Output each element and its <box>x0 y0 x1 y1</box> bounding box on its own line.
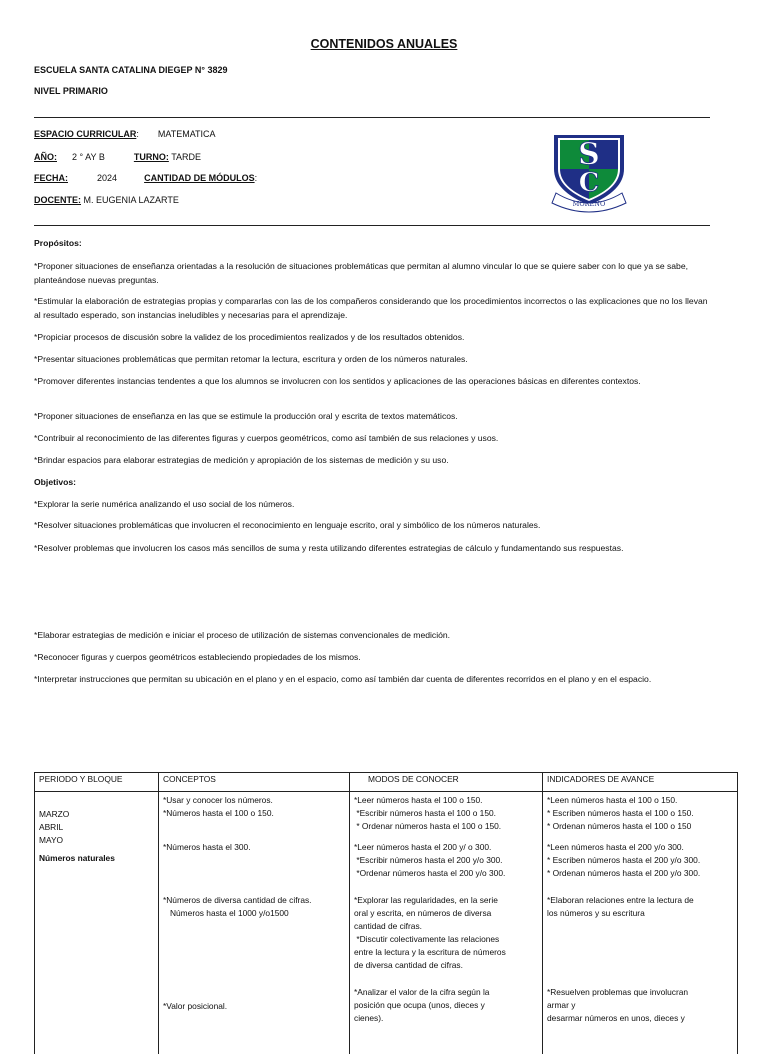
second-divider <box>34 225 710 226</box>
modo-line: posición que ocupa (unos, dieces y <box>354 999 538 1012</box>
crest-letter-c: C <box>579 168 600 198</box>
indicador-line: desarmar números en unos, dieces y <box>547 1012 733 1025</box>
proposito-item: *Brindar espacios para elaborar estrategias de medición y apropiación de los sistemas de medición y su uso. <box>34 453 714 467</box>
modo-line: *Leer números hasta el 100 o 150. <box>354 794 538 807</box>
modo-line: *Explorar las regularidades, en la serie <box>354 894 538 907</box>
fecha-label: FECHA: <box>34 173 68 183</box>
fecha-value: 2024 <box>97 173 117 183</box>
header-periodo: PERIODO Y BLOQUE <box>35 773 159 792</box>
docente-value: M. EUGENIA LAZARTE <box>84 195 179 205</box>
school-crest-logo <box>548 127 630 213</box>
modo-line: *Escribir números hasta el 100 o 150. <box>354 807 538 820</box>
docente-row <box>34 195 179 205</box>
table-header-row <box>35 773 738 792</box>
cell-periodo <box>35 792 159 1054</box>
concepto-line: *Números de diversa cantidad de cifras. <box>163 894 345 907</box>
indicador-line: * Escriben números hasta el 100 o 150. <box>547 807 733 820</box>
proposito-item: *Estimular la elaboración de estrategias propias y compararlas con las de los compañeros considerando que los procedimientos incorrectos o las explicaciones que no los llevan al resultado esperado, son instancias ineludibles y necesarias para el aprendizaje. <box>34 294 714 322</box>
level-name: NIVEL PRIMARIO <box>34 86 108 96</box>
header-modos: MODOS DE CONOCER <box>350 773 543 792</box>
cell-conceptos <box>159 792 350 1054</box>
modo-line: cienes). <box>354 1012 538 1025</box>
proposito-item: *Proponer situaciones de enseñanza orientadas a la resolución de situaciones problemáticas que permitan al alumno vincular lo que se quiere saber con lo que ya se sabe, planteándose nuevas preguntas. <box>34 259 714 287</box>
modo-line: *Ordenar números hasta el 200 y/o 300. <box>354 867 538 880</box>
anio-turno-row <box>34 152 201 162</box>
proposito-item: *Proponer situaciones de enseñanza en las que se estimule la producción oral y escrita de textos matemáticos. <box>34 409 714 423</box>
objetivo-item: *Interpretar instrucciones que permitan su ubicación en el plano y en el espacio, como así también dar cuenta de diferentes recorridos en el plano y en el espacio. <box>34 672 714 686</box>
proposito-item: *Propiciar procesos de discusión sobre la validez de los procedimientos realizados y de los resultados obtenidos. <box>34 330 714 344</box>
modo-line: entre la lectura y la escritura de números <box>354 946 538 959</box>
anio-label: AÑO: <box>34 152 57 162</box>
objetivo-item: *Resolver problemas que involucren los casos más sencillos de suma y resta utilizando diferentes estrategias de cálculo y fundamentando sus respuestas. <box>34 541 714 555</box>
proposito-item: *Contribuir al reconocimiento de las diferentes figuras y cuerpos geométricos, como así también de sus relaciones y usos. <box>34 431 714 445</box>
objetivo-item: *Explorar la serie numérica analizando el uso social de los números. <box>34 497 714 511</box>
concepto-line: *Números hasta el 100 o 150. <box>163 807 345 820</box>
turno-value: TARDE <box>171 152 201 162</box>
objetivos-heading: Objetivos: <box>34 475 714 489</box>
periodo-month: MARZO <box>39 808 154 821</box>
turno-label: TURNO: <box>134 152 169 162</box>
table-row <box>35 792 738 1054</box>
indicador-line: *Leen números hasta el 200 y/o 300. <box>547 841 733 854</box>
periodo-month: MAYO <box>39 834 154 847</box>
indicador-line: armar y <box>547 999 733 1012</box>
espacio-value: MATEMATICA <box>158 129 216 139</box>
proposito-item: *Promover diferentes instancias tendentes a que los alumnos se involucren con los sentidos y aplicaciones de las operaciones básicas en diferentes contextos. <box>34 374 714 388</box>
document-title: CONTENIDOS ANUALES <box>0 37 768 51</box>
fecha-modulos-row: FECHA: 2024 CANTIDAD DE MÓDULOS: <box>34 173 257 183</box>
indicador-line: *Elaboran relaciones entre la lectura de <box>547 894 733 907</box>
modo-line: *Leer números hasta el 200 y/ o 300. <box>354 841 538 854</box>
propositos-heading: Propósitos: <box>34 236 714 250</box>
proposito-item: *Presentar situaciones problemáticas que permitan retomar la lectura, escritura y orden de los números naturales. <box>34 352 714 366</box>
objetivo-item: *Resolver situaciones problemáticas que involucren el reconocimiento en lenguaje escrito, oral y simbólico de los números naturales. <box>34 518 714 532</box>
indicador-line: * Escriben números hasta el 200 y/o 300. <box>547 854 733 867</box>
modulos-label: CANTIDAD DE MÓDULOS <box>144 173 255 183</box>
indicador-line: * Ordenan números hasta el 200 y/o 300. <box>547 867 733 880</box>
modo-line: *Discutir colectivamente las relaciones <box>354 933 538 946</box>
modo-line: oral y escrita, en números de diversa <box>354 907 538 920</box>
modo-line: *Escribir números hasta el 200 y/o 300. <box>354 854 538 867</box>
periodo-month: ABRIL <box>39 821 154 834</box>
bloque-name: Números naturales <box>39 852 154 865</box>
espacio-curricular-row: ESPACIO CURRICULAR: MATEMATICA <box>34 129 216 139</box>
objetivo-item: *Elaborar estrategias de medición e iniciar el proceso de utilización de sistemas convencionales de medición. <box>34 628 714 642</box>
header-conceptos: CONCEPTOS <box>159 773 350 792</box>
objetivo-item: *Reconocer figuras y cuerpos geométricos estableciendo propiedades de los mismos. <box>34 650 714 664</box>
modo-line: de diversa cantidad de cifras. <box>354 959 538 972</box>
modo-line: cantidad de cifras. <box>354 920 538 933</box>
anio-value: 2 ° AY B <box>72 152 105 162</box>
indicador-line: *Leen números hasta el 100 o 150. <box>547 794 733 807</box>
header-indicadores: INDICADORES DE AVANCE <box>543 773 738 792</box>
concepto-line: *Números hasta el 300. <box>163 841 345 854</box>
concepto-line: Números hasta el 1000 y/o1500 <box>163 907 345 920</box>
school-name: ESCUELA SANTA CATALINA DIEGEP N° 3829 <box>34 65 227 75</box>
cell-modos <box>350 792 543 1054</box>
espacio-label: ESPACIO CURRICULAR <box>34 129 136 139</box>
indicador-line: * Ordenan números hasta el 100 o 150 <box>547 820 733 833</box>
indicador-line: *Resuelven problemas que involucran <box>547 986 733 999</box>
concepto-line: *Valor posicional. <box>163 1000 345 1013</box>
modo-line: *Analizar el valor de la cifra según la <box>354 986 538 999</box>
cell-indicadores <box>543 792 738 1054</box>
docente-label: DOCENTE: <box>34 195 81 205</box>
top-divider <box>34 117 710 118</box>
crest-letter-s: S <box>578 137 600 172</box>
crest-banner-text: MORENO <box>573 200 606 208</box>
modo-line: * Ordenar números hasta el 100 o 150. <box>354 820 538 833</box>
planning-table <box>34 772 738 1054</box>
indicador-line: los números y su escritura <box>547 907 733 920</box>
concepto-line: *Usar y conocer los números. <box>163 794 345 807</box>
